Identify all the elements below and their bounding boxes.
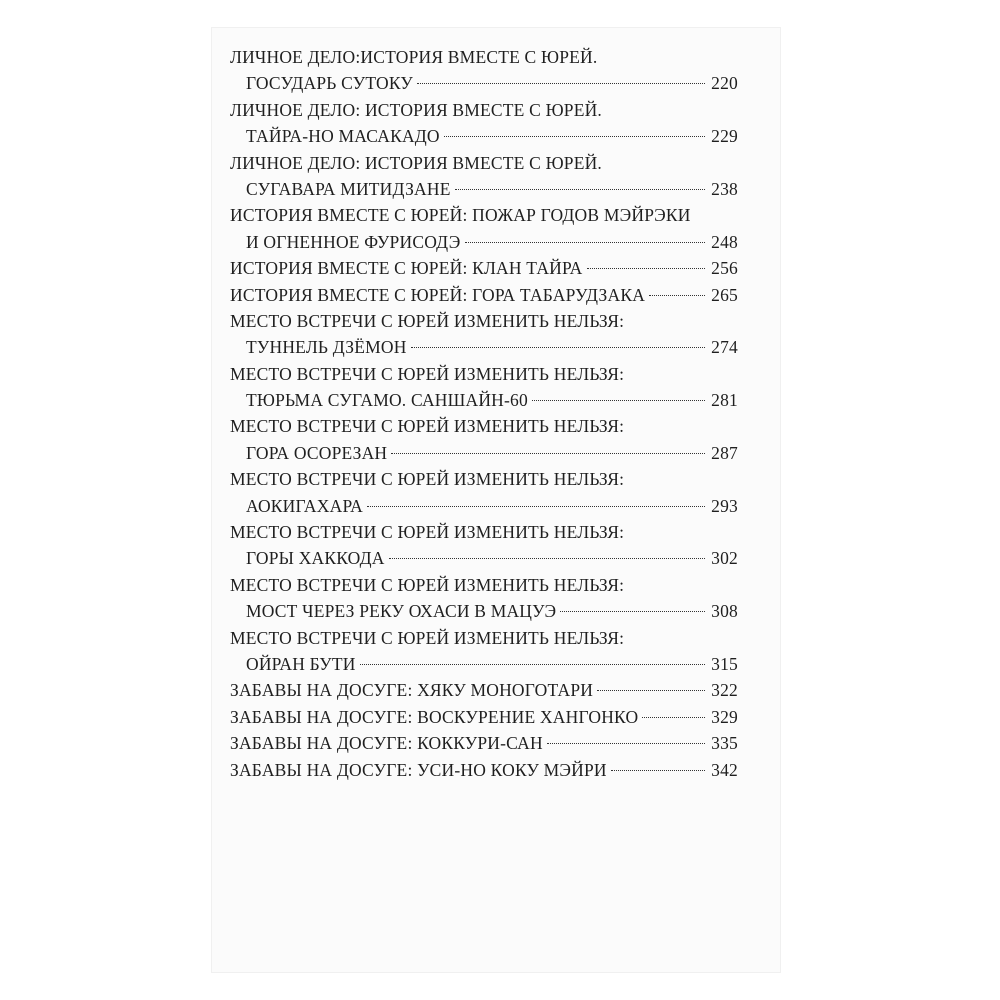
toc-page-number: 229	[711, 126, 738, 147]
toc-page-number: 308	[711, 601, 738, 622]
toc-entry	[230, 677, 738, 703]
toc-entry	[230, 730, 738, 756]
toc-entry-title: ЛИЧНОЕ ДЕЛО:ИСТОРИЯ ВМЕСТЕ С ЮРЕЙ.	[230, 47, 598, 67]
toc-page-number: 274	[711, 337, 738, 358]
toc-entry-title: ЛИЧНОЕ ДЕЛО: ИСТОРИЯ ВМЕСТЕ С ЮРЕЙ.	[230, 99, 603, 120]
toc-entry-title: ЗАБАВЫ НА ДОСУГЕ: ХЯКУ МОНОГОТАРИ	[230, 680, 594, 701]
toc-entry	[230, 704, 738, 730]
toc-entry-title: МЕСТО ВСТРЕЧИ С ЮРЕЙ ИЗМЕНИТЬ НЕЛЬЗЯ:	[230, 310, 625, 331]
dot-leader	[411, 347, 705, 348]
toc-page-number: 315	[711, 653, 738, 674]
toc-page-number: 281	[711, 390, 738, 411]
toc-entry-continuation	[230, 176, 738, 202]
dot-leader	[597, 690, 705, 691]
toc-entry	[230, 97, 738, 123]
toc-entry-title: МЕСТО ВСТРЕЧИ С ЮРЕЙ ИЗМЕНИТЬ НЕЛЬЗЯ:	[230, 363, 625, 384]
toc-entry-subtitle: МОСТ ЧЕРЕЗ РЕКУ ОХАСИ В МАЦУЭ	[246, 601, 557, 622]
toc-entry	[230, 150, 738, 176]
dot-leader	[391, 453, 705, 454]
dot-leader	[360, 664, 705, 665]
toc-page-number: 322	[711, 680, 738, 701]
toc-entry-continuation	[230, 440, 738, 466]
toc-page-number: 335	[711, 733, 738, 754]
dot-leader	[455, 189, 705, 190]
toc-page-number: 248	[711, 231, 738, 252]
toc-entry-subtitle: ОЙРАН БУТИ	[246, 653, 356, 674]
toc-entry	[230, 413, 738, 439]
toc-entry-subtitle: ГОРЫ ХАККОДА	[246, 548, 385, 569]
dot-leader	[560, 611, 705, 612]
dot-leader	[532, 400, 705, 401]
toc-entry-subtitle: ТЮРЬМА СУГАМО. САНШАЙН-60	[246, 390, 528, 411]
toc-page-number: 293	[711, 495, 738, 516]
toc-entry	[230, 466, 738, 492]
toc-entry	[230, 255, 738, 281]
dot-leader	[465, 242, 706, 243]
toc-entry	[230, 361, 738, 387]
toc-page-number: 342	[711, 759, 738, 780]
toc-entry-title: ЛИЧНОЕ ДЕЛО: ИСТОРИЯ ВМЕСТЕ С ЮРЕЙ.	[230, 152, 603, 173]
toc-entry-continuation	[230, 334, 738, 360]
toc-entry	[230, 572, 738, 598]
toc-entry-subtitle: ТАЙРА-НО МАСАКАДО	[246, 126, 440, 147]
toc-entry-title: ЗАБАВЫ НА ДОСУГЕ: УСИ-НО КОКУ МЭЙРИ	[230, 759, 607, 780]
toc-entry-title: МЕСТО ВСТРЕЧИ С ЮРЕЙ ИЗМЕНИТЬ НЕЛЬЗЯ:	[230, 627, 625, 648]
toc-page-number: 287	[711, 442, 738, 463]
toc-entry	[230, 757, 738, 783]
toc-page-number: 329	[711, 706, 738, 727]
toc-entry-title: МЕСТО ВСТРЕЧИ С ЮРЕЙ ИЗМЕНИТЬ НЕЛЬЗЯ:	[230, 522, 625, 543]
dot-leader	[642, 717, 705, 718]
toc-entry	[230, 625, 738, 651]
toc-page-number: 256	[711, 258, 738, 279]
toc-entry-subtitle: ГОСУДАРЬ СУТОКУ	[246, 73, 413, 94]
toc-entry-continuation	[230, 387, 738, 413]
toc-entry-subtitle: СУГАВАРА МИТИДЗАНЕ	[246, 178, 451, 199]
toc-entry-continuation	[230, 229, 738, 255]
dot-leader	[444, 136, 705, 137]
table-of-contents	[230, 44, 738, 783]
toc-entry-continuation	[230, 598, 738, 624]
toc-entry-title: ЗАБАВЫ НА ДОСУГЕ: КОККУРИ-САН	[230, 733, 543, 754]
dot-leader	[649, 295, 705, 296]
toc-entry-continuation	[230, 545, 738, 571]
toc-entry-subtitle: ТУННЕЛЬ ДЗЁМОН	[246, 337, 407, 358]
dot-leader	[587, 268, 705, 269]
toc-entry-title: МЕСТО ВСТРЕЧИ С ЮРЕЙ ИЗМЕНИТЬ НЕЛЬЗЯ:	[230, 574, 625, 595]
dot-leader	[417, 83, 705, 84]
toc-entry-continuation	[230, 70, 738, 96]
toc-entry	[230, 282, 738, 308]
dot-leader	[547, 743, 705, 744]
dot-leader	[389, 558, 705, 559]
toc-entry	[230, 202, 738, 228]
dot-leader	[367, 506, 705, 507]
toc-entry-title: ИСТОРИЯ ВМЕСТЕ С ЮРЕЙ: ГОРА ТАБАРУДЗАКА	[230, 284, 646, 305]
toc-page-number: 302	[711, 548, 738, 569]
toc-entry-continuation	[230, 493, 738, 519]
toc-entry	[230, 519, 738, 545]
dot-leader	[611, 770, 705, 771]
toc-entry-subtitle: АОКИГАХАРА	[246, 495, 363, 516]
toc-entry-title: ИСТОРИЯ ВМЕСТЕ С ЮРЕЙ: КЛАН ТАЙРА	[230, 258, 583, 279]
toc-page-number: 238	[711, 178, 738, 199]
toc-entry-title: МЕСТО ВСТРЕЧИ С ЮРЕЙ ИЗМЕНИТЬ НЕЛЬЗЯ:	[230, 469, 625, 490]
toc-entry-subtitle: ГОРА ОСОРЕЗАН	[246, 442, 388, 463]
toc-entry	[230, 44, 738, 70]
toc-page-number: 265	[711, 284, 738, 305]
toc-entry-continuation	[230, 651, 738, 677]
toc-entry-title: ИСТОРИЯ ВМЕСТЕ С ЮРЕЙ: ПОЖАР ГОДОВ МЭЙРЭКИ	[230, 205, 691, 226]
toc-entry-title: МЕСТО ВСТРЕЧИ С ЮРЕЙ ИЗМЕНИТЬ НЕЛЬЗЯ:	[230, 416, 625, 437]
toc-page-number: 220	[711, 73, 738, 94]
toc-entry-subtitle: И ОГНЕННОЕ ФУРИСОДЭ	[246, 231, 461, 252]
toc-entry-continuation	[230, 123, 738, 149]
toc-entry-title: ЗАБАВЫ НА ДОСУГЕ: ВОСКУРЕНИЕ ХАНГОНКО	[230, 706, 639, 727]
toc-entry	[230, 308, 738, 334]
